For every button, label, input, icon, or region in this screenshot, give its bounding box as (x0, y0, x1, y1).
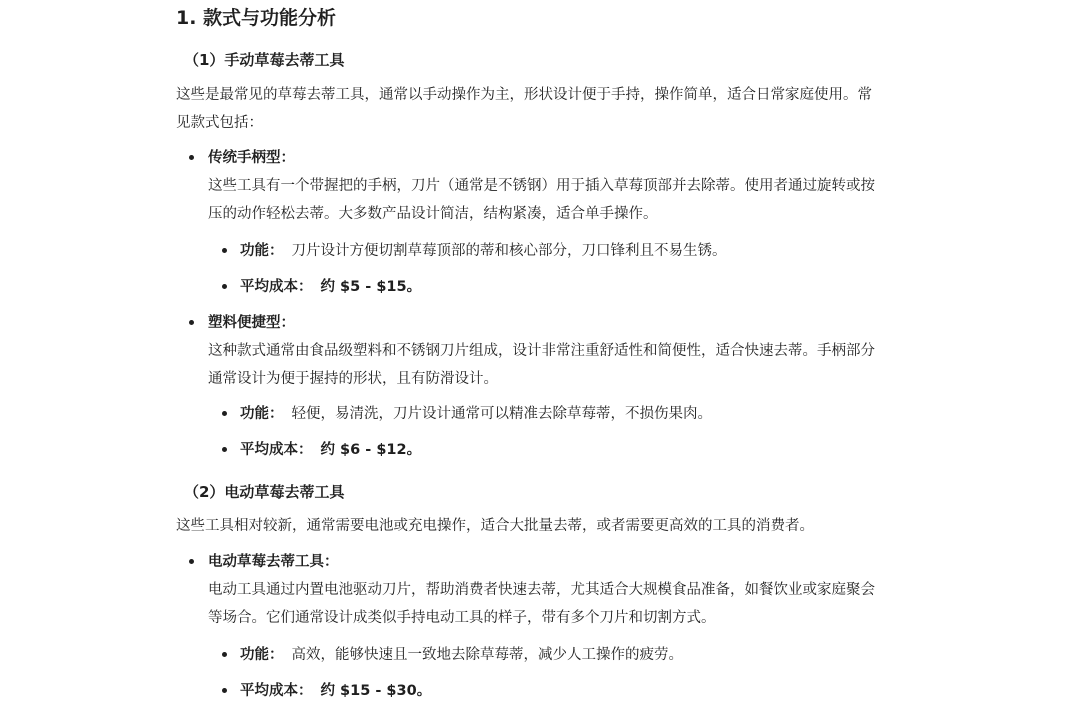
bullet-dot (222, 284, 227, 289)
electric-intro-line-1: 这些工具相对较新，通常需要电池或充电操作，适合大批量去蒂，或者需要更高效的工具的消费者。 (176, 518, 814, 534)
subsection-heading-electric: （2）电动草莓去蒂工具 (184, 483, 345, 501)
plastic-cost (240, 439, 421, 461)
bullet-dot (222, 248, 227, 253)
cost-value: 约 $6 - $12。 (320, 442, 422, 458)
cost-value: 约 $5 - $15。 (320, 279, 422, 295)
bullet-dot (189, 155, 194, 160)
function-value: 高效，能够快速且一致地去除草莓蒂，减少人工操作的疲劳。 (291, 647, 683, 663)
bullet-dot (222, 688, 227, 693)
function-value: 刀片设计方便切割草莓顶部的蒂和核心部分，刀口锋利且不易生锈。 (291, 243, 727, 259)
manual-intro-line-2: 见款式包括： (176, 115, 263, 131)
plastic-desc-line-1: 这种款式通常由食品级塑料和不锈钢刀片组成，设计非常注重舒适性和简便性，适合快速去蒂。手柄部分 (208, 343, 875, 359)
electric-function (240, 644, 683, 666)
function-label: 功能： (240, 647, 284, 663)
cost-label: 平均成本： (240, 683, 313, 699)
electric-desc-line-1: 电动工具通过内置电池驱动刀片，帮助消费者快速去蒂，尤其适合大规模食品准备，如餐饮业或家庭聚会 (208, 582, 875, 598)
type-name-traditional-handle: 传统手柄型： (208, 150, 295, 166)
type-name-plastic-convenient: 塑料便捷型： (208, 315, 295, 331)
type-name-electric: 电动草莓去蒂工具： (208, 554, 339, 570)
function-value: 轻便，易清洗，刀片设计通常可以精准去除草莓蒂，不损伤果肉。 (291, 406, 712, 422)
bullet-dot (222, 447, 227, 452)
electric-cost (240, 680, 431, 702)
plastic-function (240, 403, 712, 425)
cost-label: 平均成本： (240, 442, 313, 458)
plastic-desc-line-2: 通常设计为便于握持的形状，且有防滑设计。 (208, 371, 498, 387)
traditional-desc-line-1: 这些工具有一个带握把的手柄，刀片（通常是不锈钢）用于插入草莓顶部并去除蒂。使用者通过旋转或按 (208, 178, 875, 194)
traditional-desc-line-2: 压的动作轻松去蒂。大多数产品设计简洁，结构紧凑，适合单手操作。 (208, 206, 658, 222)
section-title: 1. 款式与功能分析 (176, 7, 337, 29)
subsection-heading-manual: （1）手动草莓去蒂工具 (184, 51, 345, 69)
traditional-function (240, 240, 727, 262)
cost-value: 约 $15 - $30。 (320, 683, 432, 699)
electric-desc-line-2: 等场合。它们通常设计成类似手持电动工具的样子，带有多个刀片和切割方式。 (208, 610, 716, 626)
function-label: 功能： (240, 406, 284, 422)
traditional-cost (240, 276, 421, 298)
bullet-dot (189, 320, 194, 325)
cost-label: 平均成本： (240, 279, 313, 295)
function-label: 功能： (240, 243, 284, 259)
bullet-dot (222, 411, 227, 416)
bullet-dot (222, 652, 227, 657)
bullet-dot (189, 559, 194, 564)
manual-intro-line-1: 这些是最常见的草莓去蒂工具，通常以手动操作为主，形状设计便于手持，操作简单，适合日常家庭使用。常 (176, 87, 872, 103)
